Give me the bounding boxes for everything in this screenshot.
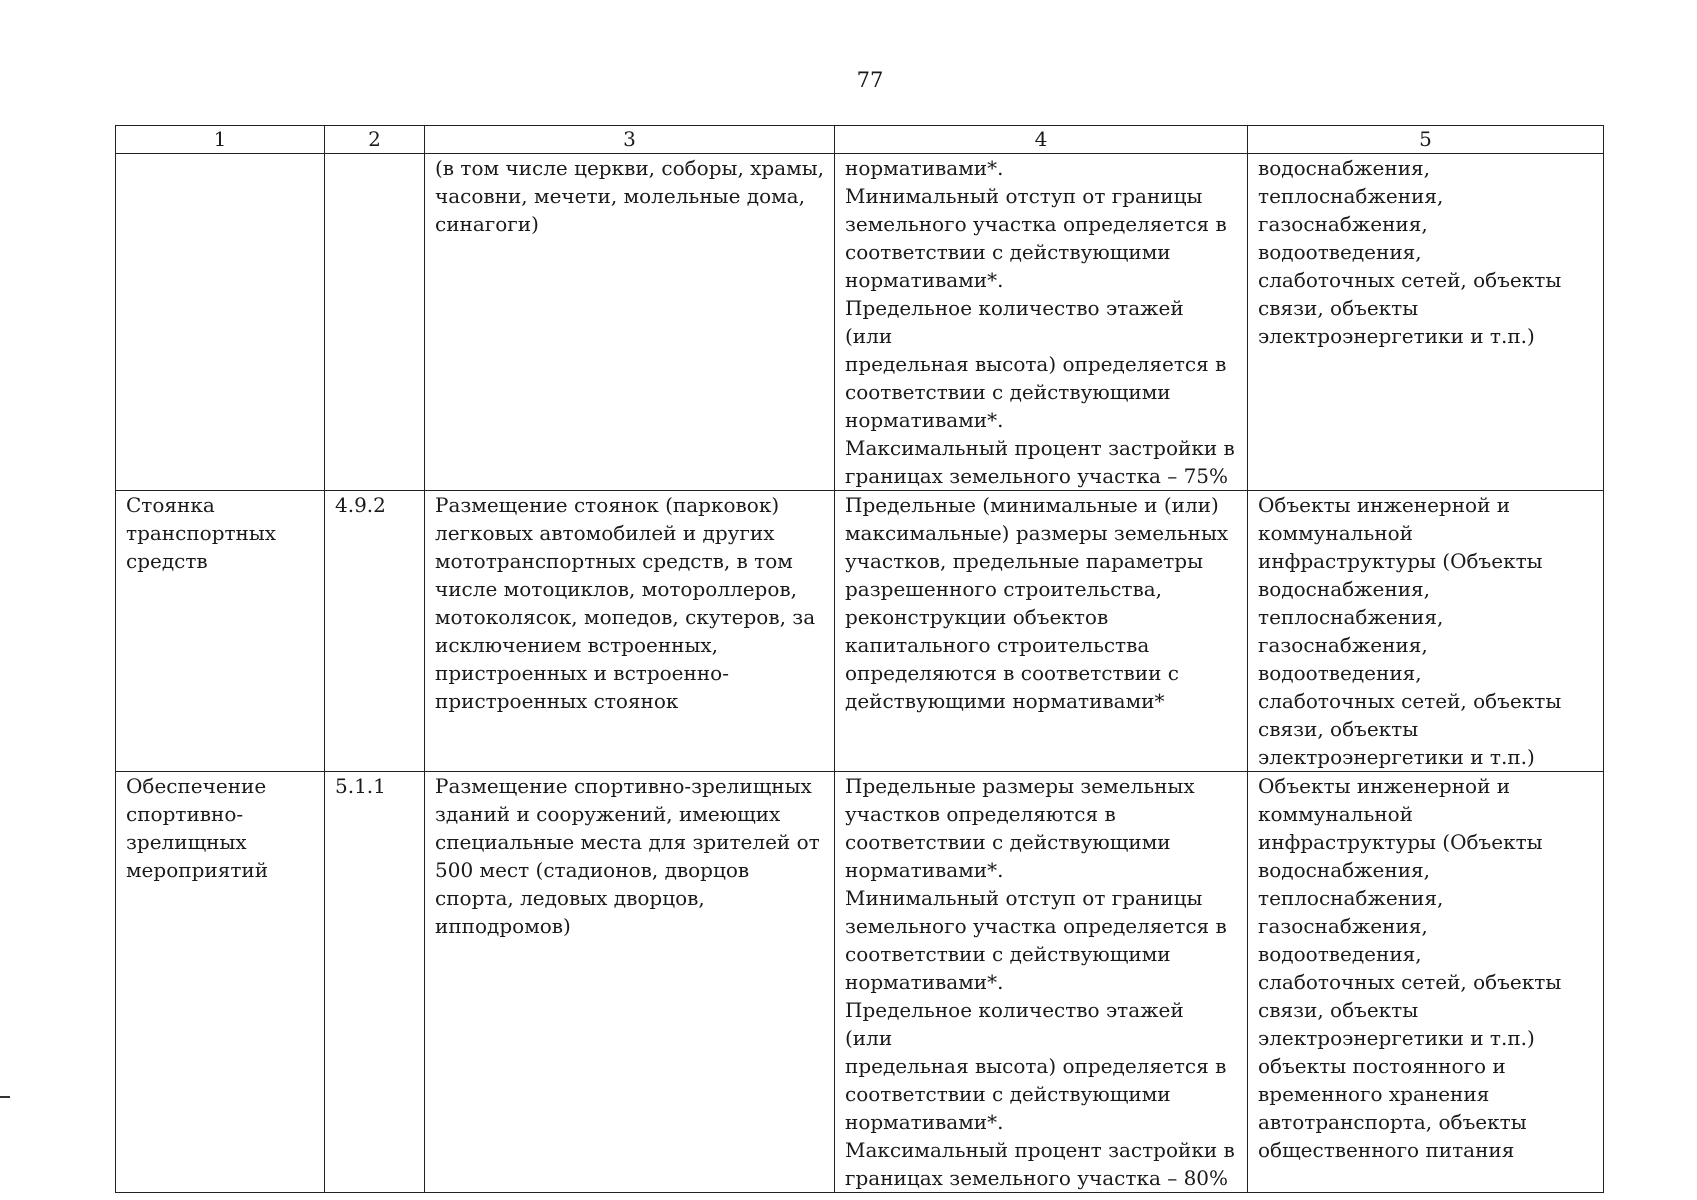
page-number: 77 <box>856 68 884 92</box>
auxiliary-uses-cell: Объекты инженерной и коммунальной инфраструктуры (Объекты водоснабжения, теплоснабжения, газоснабжения, водоотведения, слаботочных сетей, объекты связи, объекты электроэнергетики и т.п.) объекты постоянного и временного хранения автотранспорта, объекты общественного питания <box>1248 772 1604 1193</box>
auxiliary-uses-cell: водоснабжения, теплоснабжения, газоснабжения, водоотведения, слаботочных сетей, объекты связи, объекты электроэнергетики и т.п.) <box>1248 154 1604 491</box>
table-row <box>116 154 1604 491</box>
land-use-table <box>115 125 1604 1193</box>
table-row <box>116 772 1604 1193</box>
column-header-1: 1 <box>116 126 325 154</box>
column-header-5: 5 <box>1248 126 1604 154</box>
scan-edge-mark <box>0 1096 10 1098</box>
construction-parameters-cell: Предельные размеры земельных участков определяются в соответствии с действующими нормативами*. Минимальный отступ от границы земельного участка определяется в соответствии с действующими нормативами*. Предельное количество этажей (или предельная высота) определяется в соответствии с действующими нормативами*. Максимальный процент застройки в границах земельного участка – 80% <box>835 772 1248 1193</box>
header-row <box>116 126 1604 154</box>
construction-parameters-cell: Предельные (минимальные и (или) максимальные) размеры земельных участков, предельные параметры разрешенного строительства, реконструкции объектов капитального строительства определяются в соответствии с действующими нормативами* <box>835 491 1248 772</box>
land-use-description-cell: Размещение спортивно-зрелищных зданий и сооружений, имеющих специальные места для зрителей от 500 мест (стадионов, дворцов спорта, ледовых дворцов, ипподромов) <box>425 772 835 1193</box>
construction-parameters-cell: нормативами*. Минимальный отступ от границы земельного участка определяется в соответствии с действующими нормативами*. Предельное количество этажей (или предельная высота) определяется в соответствии с действующими нормативами*. Максимальный процент застройки в границах земельного участка – 75% <box>835 154 1248 491</box>
land-use-code-cell: 4.9.2 <box>325 491 425 772</box>
column-header-3: 3 <box>425 126 835 154</box>
land-use-name-cell <box>116 154 325 491</box>
land-use-description-cell: Размещение стоянок (парковок) легковых автомобилей и других мототранспортных средств, в том числе мотоциклов, мотороллеров, мотоколясок, мопедов, скутеров, за исключением встроенных, пристроенных и встроенно- пристроенных стоянок <box>425 491 835 772</box>
land-use-name-cell: Стоянка транспортных средств <box>116 491 325 772</box>
land-use-name-cell: Обеспечение спортивно- зрелищных мероприятий <box>116 772 325 1193</box>
column-header-4: 4 <box>835 126 1248 154</box>
column-header-2: 2 <box>325 126 425 154</box>
auxiliary-uses-cell: Объекты инженерной и коммунальной инфраструктуры (Объекты водоснабжения, теплоснабжения, газоснабжения, водоотведения, слаботочных сетей, объекты связи, объекты электроэнергетики и т.п.) <box>1248 491 1604 772</box>
land-use-description-cell: (в том числе церкви, соборы, храмы, часовни, мечети, молельные дома, синагоги) <box>425 154 835 491</box>
land-use-code-cell: 5.1.1 <box>325 772 425 1193</box>
land-use-code-cell <box>325 154 425 491</box>
table-row <box>116 491 1604 772</box>
